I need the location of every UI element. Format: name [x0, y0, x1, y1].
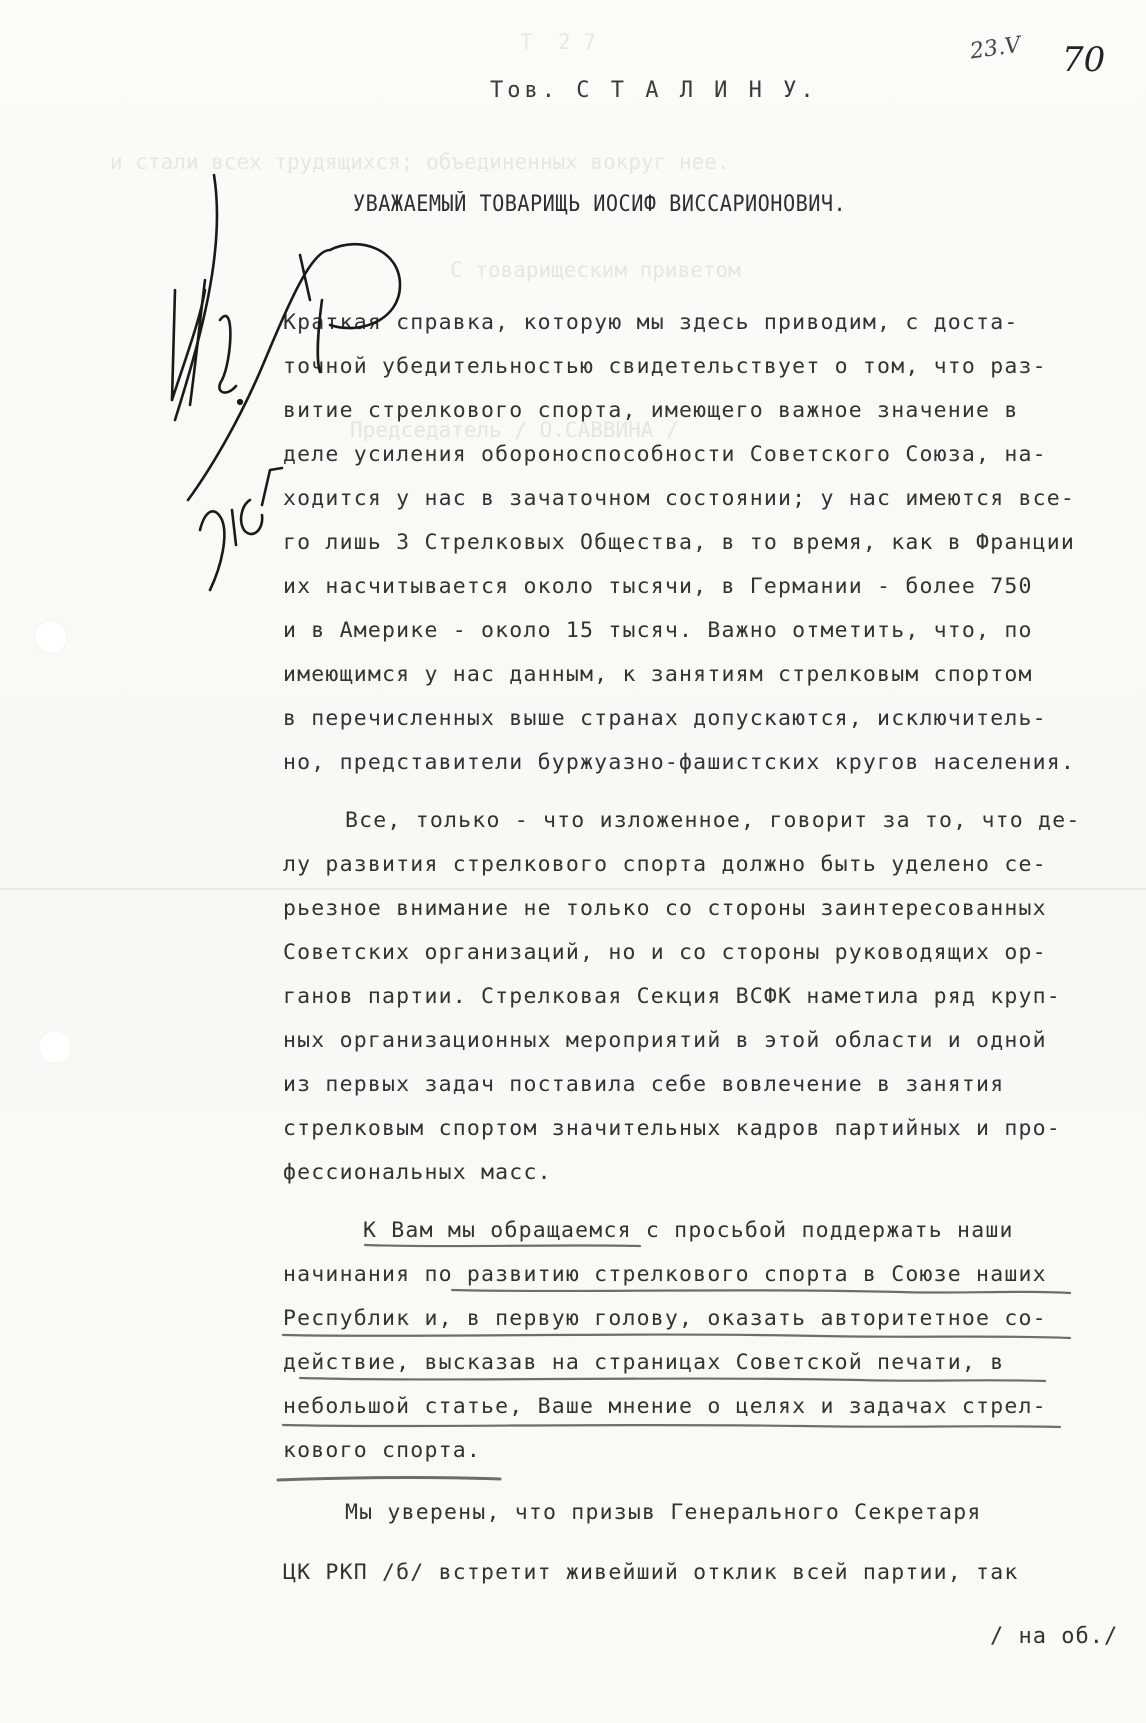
- body-line: Республик и, в первую голову, оказать авторитетное со-: [283, 1306, 1047, 1331]
- body-line: ных организационных мероприятий в этой области и одной: [283, 1028, 1047, 1053]
- body-line: деле усиления обороноспособности Советского Союза, на-: [283, 442, 1047, 467]
- addressee: Тов. С Т А Л И Н У.: [490, 78, 818, 103]
- body-line: витие стрелкового спорта, имеющего важное значение в: [283, 398, 1019, 423]
- body-line: лу развития стрелкового спорта должно быть уделено се-: [283, 852, 1047, 877]
- show-through-texture: и стали всех трудящихся; объединенных вокруг нее.: [110, 150, 730, 174]
- body-line: Мы уверены, что призыв Генерального Секретаря: [345, 1500, 982, 1525]
- body-line: действие, высказав на страницах Советской печати, в: [283, 1350, 1005, 1375]
- body-line: го лишь 3 Стрелковых Общества, в то время, как в Франции: [283, 530, 1076, 555]
- show-through-texture: Председатель / О.САВВИНА /: [350, 418, 679, 442]
- body-line: К Вам мы обращаемся с просьбой поддержать наши: [363, 1218, 1014, 1243]
- body-line: но, представители буржуазно-фашистских кругов населения.: [283, 750, 1076, 775]
- body-line: из первых задач поставила себе вовлечение в занятия: [283, 1072, 1005, 1097]
- page-number: 70: [1062, 40, 1106, 80]
- body-line: ЦК РКП /б/ встретит живейший отклик всей партии, так: [283, 1560, 1019, 1585]
- body-line: точной убедительностью свидетельствует о том, что раз-: [283, 354, 1047, 379]
- body-line: в перечисленных выше странах допускаются, исключитель-: [283, 706, 1047, 731]
- show-through-texture: С товарищеским приветом: [450, 258, 741, 282]
- pencil-underlines: [278, 1245, 1070, 1480]
- body-line: рьезное внимание не только со стороны заинтересованных: [283, 896, 1047, 921]
- salutation: УВАЖАЕМЫЙ ТОВАРИЩЬ ИОСИФ ВИССАРИОНОВИЧ.: [353, 192, 847, 217]
- body-line: имеющимся у нас данным, к занятиям стрелковым спортом: [283, 662, 1033, 687]
- body-line: Краткая справка, которую мы здесь приводим, с доста-: [283, 310, 1019, 335]
- body-line: и в Америке - около 15 тысяч. Важно отметить, что, по: [283, 618, 1033, 643]
- body-line: кового спорта.: [283, 1438, 482, 1463]
- body-line: ганов партии. Стрелковая Секция ВСФК наметила ряд круп-: [283, 984, 1061, 1009]
- body-line: Советских организаций, но и со стороны руководящих ор-: [283, 940, 1047, 965]
- body-line: ходится у нас в зачаточном состоянии; у нас имеются все-: [283, 486, 1076, 511]
- body-line: их насчитывается около тысячи, в Германии - более 750: [283, 574, 1033, 599]
- body-line: Все, только - что изложенное, говорит за то, что де-: [345, 808, 1081, 833]
- body-line: небольшой статье, Ваше мнение о целях и задачах стрел-: [283, 1394, 1047, 1419]
- body-line: стрелковым спортом значительных кадров партийных и про-: [283, 1116, 1061, 1141]
- body-line: фессиональных масс.: [283, 1160, 552, 1185]
- continued-overleaf-note: / на об./: [990, 1624, 1119, 1649]
- archive-mark: 23.V: [968, 32, 1023, 65]
- show-through-texture: Т 2 7: [520, 30, 596, 54]
- body-line: начинания по развитию стрелкового спорта в Союзе наших: [283, 1262, 1047, 1287]
- handwritten-initials-signature: [172, 175, 400, 590]
